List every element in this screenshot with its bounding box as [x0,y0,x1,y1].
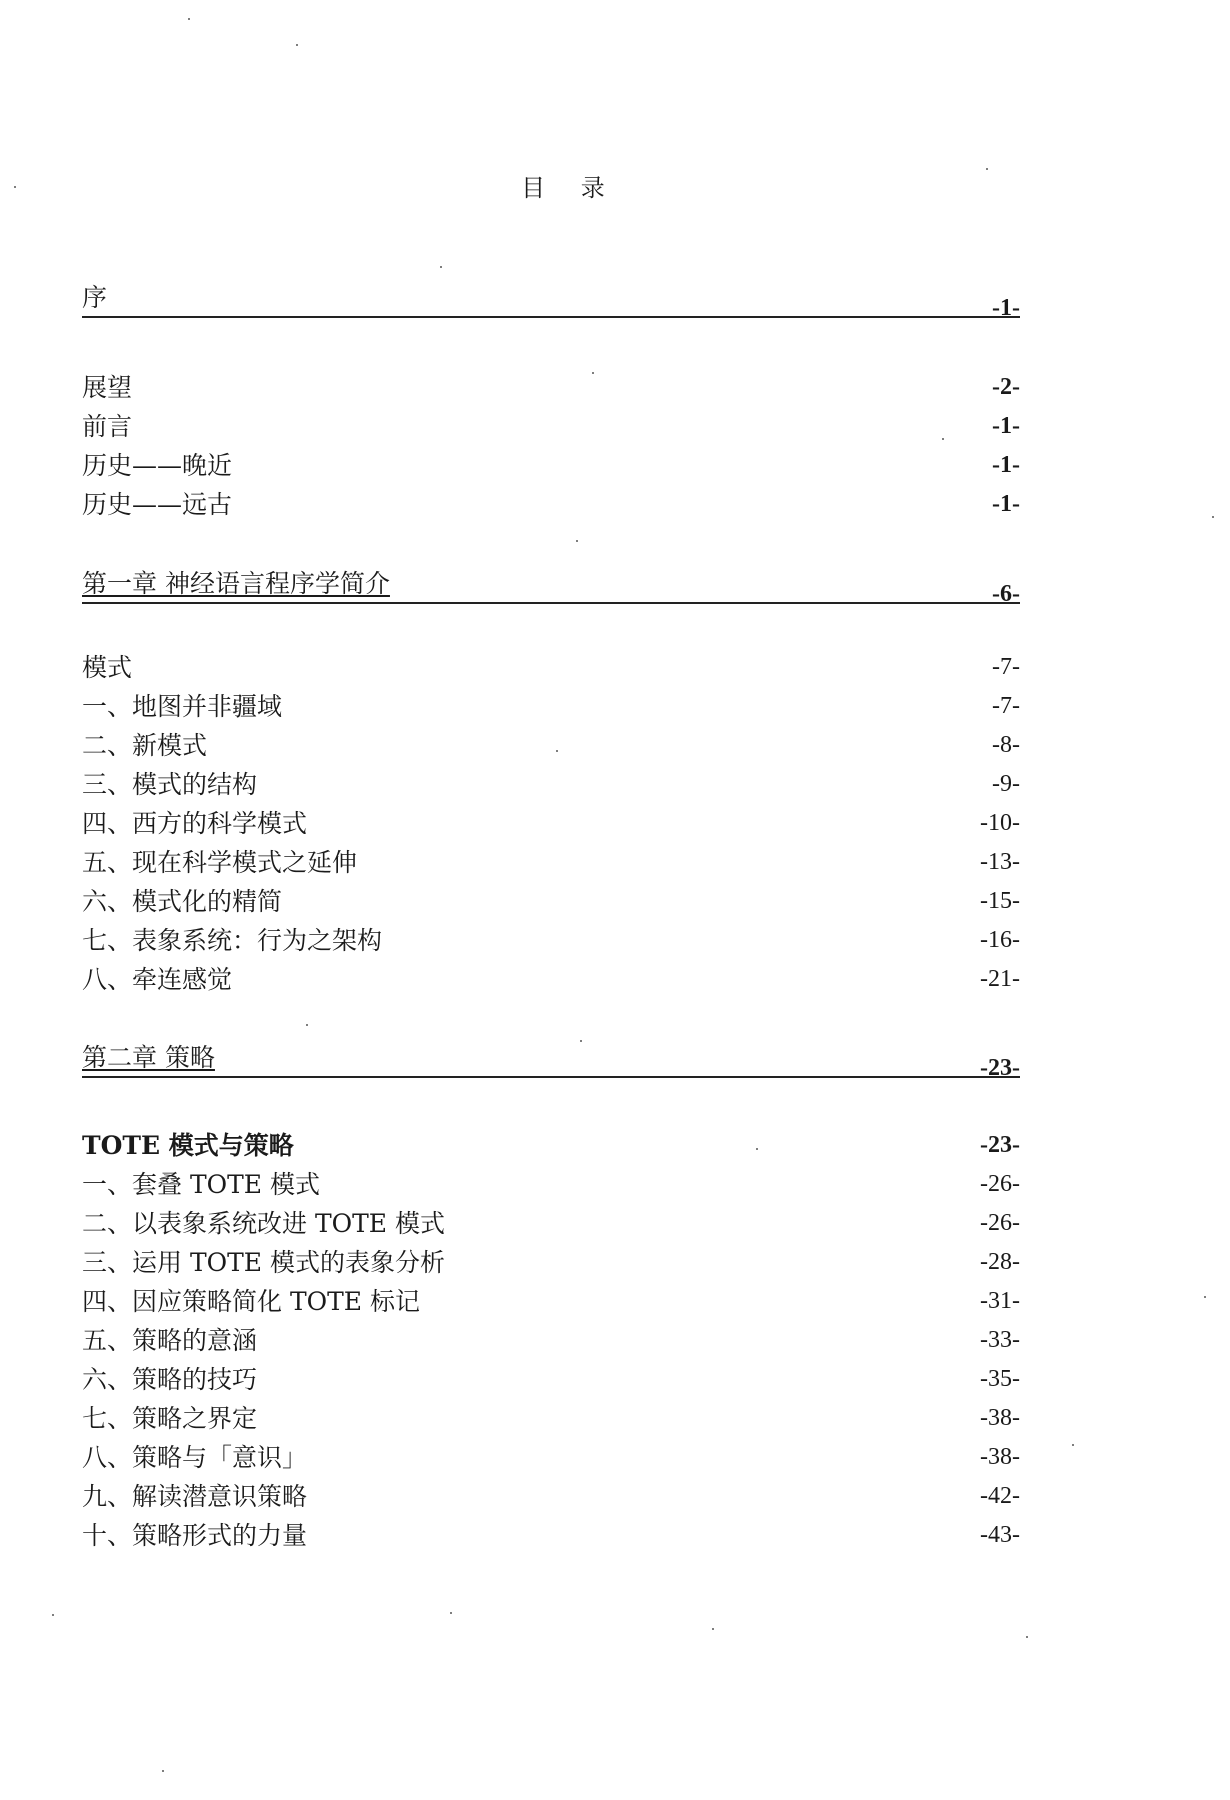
toc-entry-label: 五、策略的意涵 [82,1326,258,1355]
toc-entry-page: -23- [980,1132,1020,1158]
scan-speck [756,1148,758,1150]
toc-entry-label: 三、模式的结构 [82,770,258,799]
toc-entry-page: -7- [992,654,1020,680]
toc-heading-chapter1 [82,566,1020,607]
toc-entry-page: -16- [980,927,1020,953]
toc-heading-page: -6- [992,581,1020,607]
toc-entry-label: 二、以表象系统改进 TOTE 模式 [82,1209,445,1238]
toc-entry-label: 七、表象系统：行为之架构 [82,926,383,955]
scan-speck [576,540,578,542]
toc-chapter1-heading-wrap [82,566,1020,607]
toc-entry [82,1399,1020,1438]
toc-entry-page: -43- [980,1522,1020,1548]
toc-entry [82,882,1020,921]
toc-entry-page: -38- [980,1444,1020,1470]
scan-speck [986,168,988,170]
toc-chapter1-entries [82,648,1020,999]
toc-entry-label: TOTE 模式与策略 [82,1131,294,1160]
toc-entry [82,1477,1020,1516]
toc-heading-page: -23- [980,1055,1020,1081]
toc-heading-page: -1- [992,295,1020,321]
toc-entry-page: -35- [980,1366,1020,1392]
scan-speck [450,1612,452,1614]
toc-entry-label: 六、模式化的精简 [82,887,283,916]
toc-heading-preface [82,280,1020,321]
toc-entry [82,921,1020,960]
toc-front-matter [82,368,1020,524]
toc-entry-page: -31- [980,1288,1020,1314]
toc-entry [82,960,1020,999]
toc-entry-page: -1- [992,491,1020,517]
scan-speck [580,1040,582,1042]
toc-entry-label: 展望 [82,373,133,402]
scan-speck [14,186,16,188]
toc-heading-label: 序 [82,283,108,312]
scan-speck [1204,1296,1206,1298]
toc-entry-page: -42- [980,1483,1020,1509]
toc-entry-label: 一、地图并非疆域 [82,692,283,721]
toc-entry [82,407,1020,446]
toc-heading-label: 第一章 神经语言程序学简介 [82,569,390,598]
toc-entry [82,1126,1020,1165]
toc-entry-page: -26- [980,1171,1020,1197]
toc-entry [82,648,1020,687]
toc-entry [82,1243,1020,1282]
scan-speck [440,266,442,268]
toc-chapter2-entries [82,1126,1020,1555]
toc-entry-page: -13- [980,849,1020,875]
toc-entry [82,1321,1020,1360]
toc-entry-page: -33- [980,1327,1020,1353]
scan-speck [162,1770,164,1772]
toc-entry [82,726,1020,765]
toc-entry-label: 六、策略的技巧 [82,1365,258,1394]
scan-speck [1026,1636,1028,1638]
toc-entry-page: -1- [992,452,1020,478]
scan-speck [188,18,190,20]
toc-entry-page: -9- [992,771,1020,797]
scan-speck [306,1024,308,1026]
toc-entry [82,765,1020,804]
toc-entry-label: 历史——晚近 [82,451,233,480]
toc-entry-page: -2- [992,374,1020,400]
toc-entry-label: 三、运用 TOTE 模式的表象分析 [82,1248,445,1277]
toc-entry [82,1516,1020,1555]
toc-entry [82,804,1020,843]
toc-heading-chapter2 [82,1040,1020,1081]
scan-speck [1212,516,1214,518]
toc-entry [82,485,1020,524]
toc-entry [82,1438,1020,1477]
toc-entry [82,687,1020,726]
toc-entry [82,1282,1020,1321]
toc-entry-page: -21- [980,966,1020,992]
toc-entry-label: 四、因应策略简化 TOTE 标记 [82,1287,420,1316]
toc-entry-page: -10- [980,810,1020,836]
toc-entry-label: 历史——远古 [82,490,233,519]
toc-entry [82,368,1020,407]
toc-chapter2-heading-wrap [82,1040,1020,1081]
toc-entry [82,446,1020,485]
toc-entry [82,1360,1020,1399]
toc-heading-label: 第二章 策略 [82,1043,215,1072]
scan-speck [296,44,298,46]
scan-speck [942,438,944,440]
toc-entry-page: -15- [980,888,1020,914]
toc-entry [82,1204,1020,1243]
toc-entry-label: 五、现在科学模式之延伸 [82,848,358,877]
toc-entry-label: 九、解读潜意识策略 [82,1482,308,1511]
toc-entry [82,1165,1020,1204]
page-title: 目 录 [521,174,619,202]
toc-entry-label: 二、新模式 [82,731,208,760]
scan-speck [712,1628,714,1630]
toc-entry-page: -7- [992,693,1020,719]
toc-entry-label: 八、策略与「意识」 [82,1443,308,1472]
toc-entry-label: 八、牵连感觉 [82,965,233,994]
toc-entry-label: 四、西方的科学模式 [82,809,308,838]
toc-entry [82,843,1020,882]
scan-speck [592,372,594,374]
toc-entry-label: 十、策略形式的力量 [82,1521,308,1550]
toc-entry-label: 模式 [82,653,133,682]
toc-entry-label: 七、策略之界定 [82,1404,258,1433]
toc-preface-section [82,280,1020,321]
scan-speck [556,750,558,752]
toc-entry-page: -8- [992,732,1020,758]
scan-speck [1072,1444,1074,1446]
toc-entry-page: -38- [980,1405,1020,1431]
scan-speck [52,1614,54,1616]
toc-entry-label: 前言 [82,412,133,441]
toc-entry-page: -26- [980,1210,1020,1236]
toc-entry-page: -1- [992,413,1020,439]
toc-entry-page: -28- [980,1249,1020,1275]
toc-entry-label: 一、套叠 TOTE 模式 [82,1170,320,1199]
